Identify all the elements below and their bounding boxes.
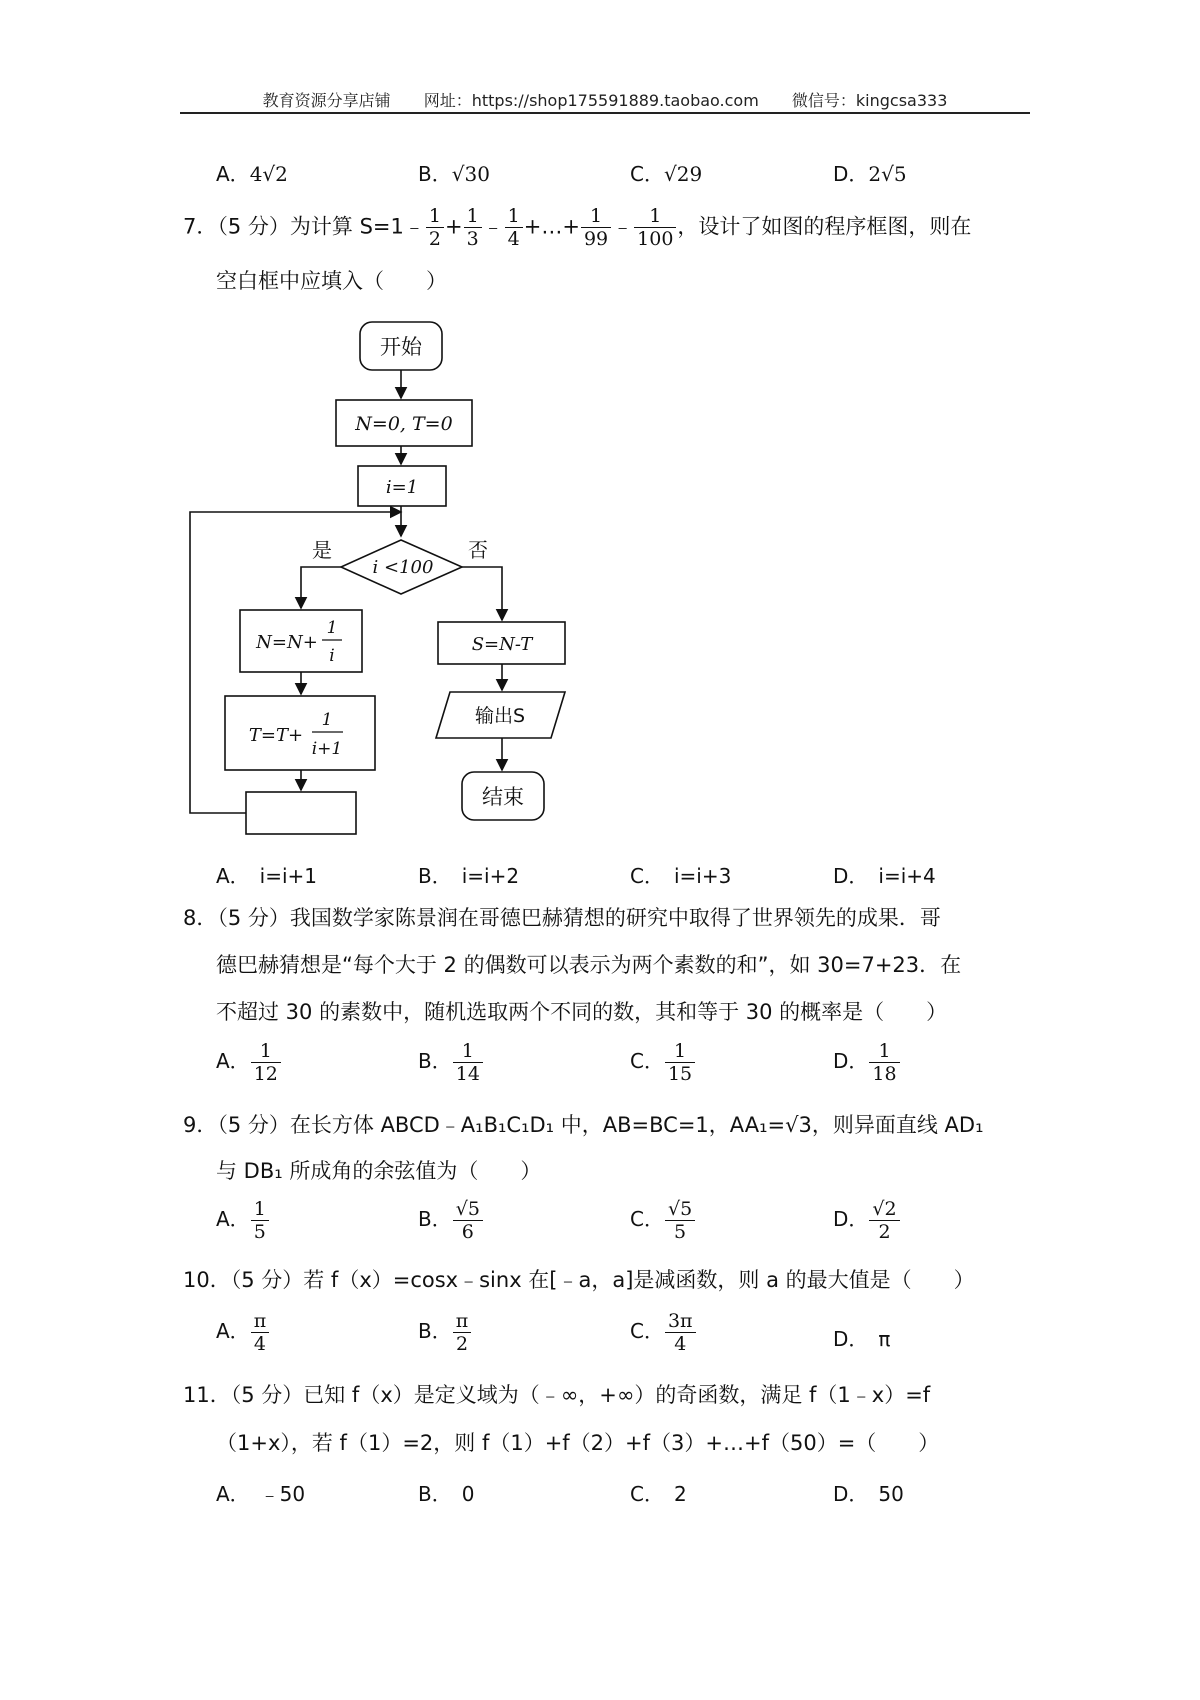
q7-option-d: D． i=i+4 <box>833 864 936 888</box>
q6-option-c: C．√29 <box>630 162 703 186</box>
wechat-id: 微信号：kingcsa333 <box>791 91 948 110</box>
q8-option-b: B． $\frac{1}{14}$ <box>418 1040 484 1085</box>
shop-url: 网址：https://shop175591889.taobao.com <box>423 91 759 110</box>
flow-i-init-label: i=1 <box>385 477 419 498</box>
q6-option-d: D．2√5 <box>833 162 907 186</box>
q9-option-d: D． $\frac{√2}{2}$ <box>833 1198 901 1243</box>
q9-option-b: B． $\frac{√5}{6}$ <box>418 1198 484 1243</box>
q7-frac-2: $\frac{1}{3}$ <box>464 205 482 250</box>
q7-frac-1: $\frac{1}{2}$ <box>426 205 444 250</box>
header-rule <box>180 112 1030 114</box>
q7-frac-3: $\frac{1}{4}$ <box>505 205 523 250</box>
flow-n-update-label: N=N+ <box>256 632 318 653</box>
q6-option-b: B．√30 <box>418 162 490 186</box>
q7-frac-5: $\frac{1}{100}$ <box>634 205 676 250</box>
flow-n-frac-den: i <box>329 646 335 666</box>
flow-end-label: 结束 <box>482 785 524 809</box>
flow-t-update-label: T=T+ <box>248 725 304 746</box>
q9-question-line1: 9．（5 分）在长方体 ABCD﹣A₁B₁C₁D₁ 中，AB=BC=1，AA₁=√3，则异面直线 AD₁ <box>183 1113 984 1137</box>
q7-option-a: A． i=i+1 <box>216 864 318 888</box>
q7-option-c: C． i=i+3 <box>630 864 732 888</box>
q8-option-d: D． $\frac{1}{18}$ <box>833 1040 901 1085</box>
q11-option-c: C． 2 <box>630 1482 687 1506</box>
flow-t-frac-num: 1 <box>321 710 333 730</box>
flow-blank-node <box>246 792 356 834</box>
q7-frac-4: $\frac{1}{99}$ <box>581 205 611 250</box>
flow-start-label: 开始 <box>380 335 422 359</box>
q8-question-line3: 不超过 30 的素数中，随机选取两个不同的数，其和等于 30 的概率是（ ） <box>216 1000 948 1024</box>
q11-option-b: B． 0 <box>418 1482 475 1506</box>
flow-output-label: 输出S <box>474 705 526 727</box>
q8-option-a: A． $\frac{1}{12}$ <box>216 1040 282 1085</box>
q11-question-line1: 11．（5 分）已知 f（x）是定义域为（﹣∞，+∞）的奇函数，满足 f（1﹣x）=f <box>183 1383 931 1407</box>
q10-question-line1: 10．（5 分）若 f（x）=cosx﹣sinx 在[﹣a，a]是减函数，则 a 的最大值是（ ） <box>183 1268 975 1292</box>
flow-condition-label: i <100 <box>372 557 434 578</box>
q7-question-line1: 7．（5 分）为计算 S=1﹣ $\frac{1}{2}$ + $\frac{1}{3}$ ﹣ $\frac{1}{4}$ +…+ $\frac{1}{99}$ ﹣ $\frac{1}{100}$ ，设计了如图的程序框图，则在 <box>183 205 972 250</box>
q8-question-line2: 德巴赫猜想是“每个大于 2 的偶数可以表示为两个素数的和”，如 30=7+23．在 <box>216 953 962 977</box>
page-header <box>180 88 1030 111</box>
flow-n-frac-num: 1 <box>326 618 338 638</box>
q11-option-d: D． 50 <box>833 1482 904 1506</box>
q10-option-d: D． π <box>833 1327 891 1351</box>
q9-option-a: A． $\frac{1}{5}$ <box>216 1198 270 1243</box>
q10-option-c: C． $\frac{3\pi}{4}$ <box>630 1310 697 1355</box>
shop-name: 教育资源分享店铺 <box>262 91 391 110</box>
q7-flowchart <box>170 315 590 835</box>
flow-t-frac-den: i+1 <box>311 739 343 759</box>
q8-option-c: C． $\frac{1}{15}$ <box>630 1040 696 1085</box>
q11-question-line2: （1+x），若 f（1）=2，则 f（1）+f（2）+f（3）+…+f（50）=（ ） <box>216 1431 940 1455</box>
q10-option-a: A． $\frac{\pi}{4}$ <box>216 1310 270 1355</box>
flow-init-label: N=0, T=0 <box>355 413 453 435</box>
flow-s-calc-label: S=N-T <box>471 634 533 655</box>
q7-question-line2: 空白框中应填入（ ） <box>216 269 447 293</box>
q6-option-a: A．4√2 <box>216 162 288 186</box>
q7-option-b: B． i=i+2 <box>418 864 520 888</box>
q11-option-a: A． ﹣50 <box>216 1482 306 1506</box>
q8-question-line1: 8．（5 分）我国数学家陈景润在哥德巴赫猜想的研究中取得了世界领先的成果．哥 <box>183 906 941 930</box>
q9-option-c: C． $\frac{√5}{5}$ <box>630 1198 696 1243</box>
q10-option-b: B． $\frac{\pi}{2}$ <box>418 1310 472 1355</box>
q9-question-line2: 与 DB₁ 所成角的余弦值为（ ） <box>216 1159 542 1183</box>
flow-yes-label: 是 <box>312 538 332 562</box>
flow-no-label: 否 <box>468 538 488 562</box>
